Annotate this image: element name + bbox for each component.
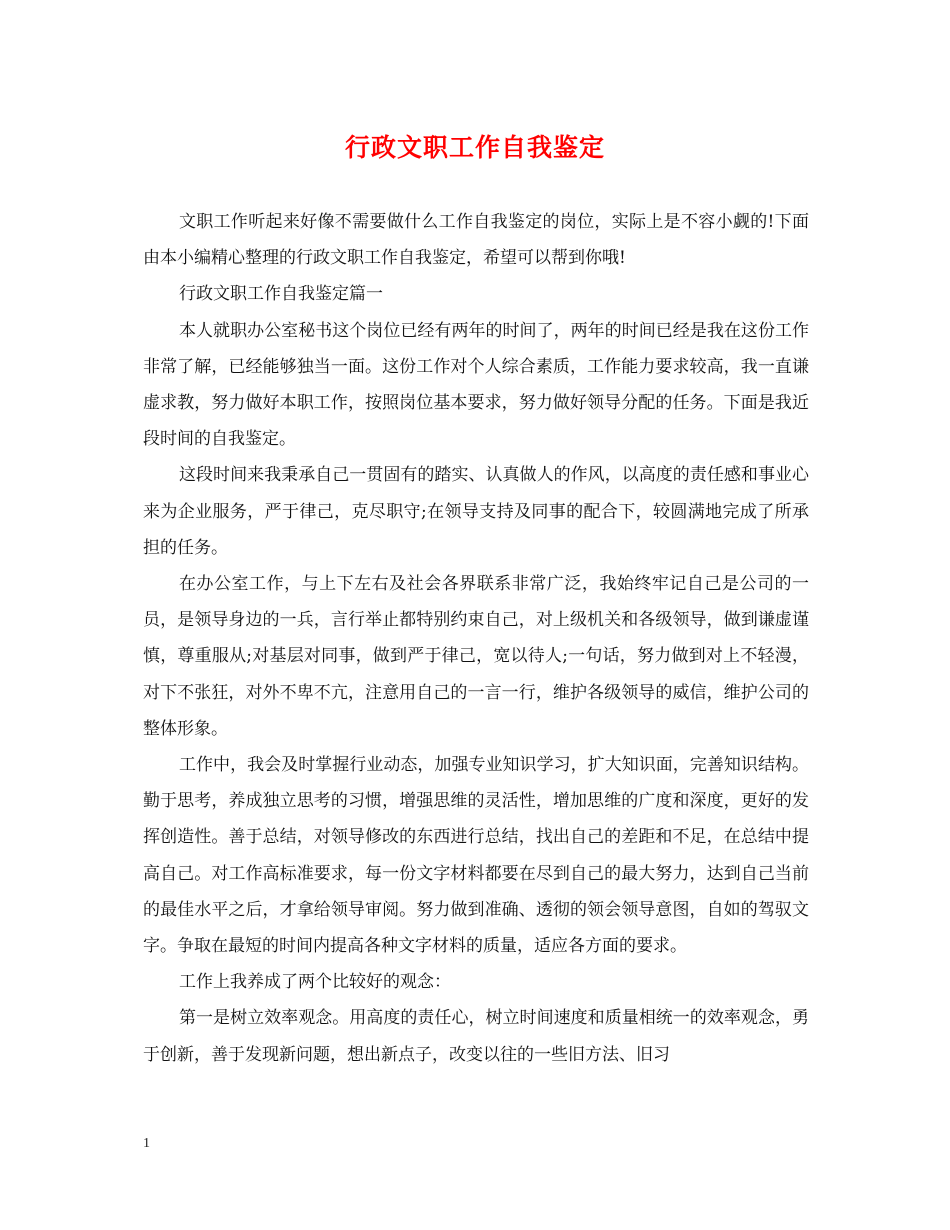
paragraph: 在办公室工作，与上下左右及社会各界联系非常广泛，我始终牢记自己是公司的一员，是领导身边的一兵，言行举止都特别约束自己，对上级机关和各级领导，做到谦虚谨慎，尊重服从;对基层对同事，做到严于律己，宽以待人;一句话，努力做到对上不轻漫，对下不张狂，对外不卑不亢，注意用自己的一言一行，维护各级领导的威信，维护公司的整体形象。 — [143, 574, 809, 739]
paragraph: 第一是树立效率观念。用高度的责任心，树立时间速度和质量相统一的效率观念，勇于创新，善于发现新问题，想出新点子，改变以往的一些旧方法、旧习 — [143, 1008, 809, 1065]
paragraph-intro: 文职工作听起来好像不需要做什么工作自我鉴定的岗位，实际上是不容小觑的!下面由本小编精心整理的行政文职工作自我鉴定，希望可以帮到你哦! — [143, 212, 809, 269]
page-number: 1 — [143, 1136, 150, 1151]
paragraph: 工作中，我会及时掌握行业动态，加强专业知识学习，扩大知识面，完善知识结构。勤于思考，养成独立思考的习惯，增强思维的灵活性，增加思维的广度和深度，更好的发挥创造性。善于总结，对领导修改的东西进行总结，找出自己的差距和不足，在总结中提高自己。对工作高标准要求，每一份文字材料都要在尽到自己的最大努力，达到自己当前的最佳水平之后，才拿给领导审阅。努力做到准确、透彻的领会领导意图，自如的驾驭文字。争取在最短的时间内提高各种文字材料的质量，适应各方面的要求。 — [143, 755, 809, 957]
paragraph: 这段时间来我秉承自己一贯固有的踏实、认真做人的作风，以高度的责任感和事业心来为企业服务，严于律己，克尽职守;在领导支持及同事的配合下，较圆满地完成了所承担的任务。 — [143, 465, 809, 558]
paragraph: 本人就职办公室秘书这个岗位已经有两年的时间了，两年的时间已经是我在这份工作非常了解，已经能够独当一面。这份工作对个人综合素质，工作能力要求较高，我一直谦虚求教，努力做好本职工作，按照岗位基本要求，努力做好领导分配的任务。下面是我近段时间的自我鉴定。 — [143, 320, 809, 450]
section-heading: 行政文职工作自我鉴定篇一 — [179, 284, 383, 305]
document-body — [143, 204, 809, 1073]
paragraph: 工作上我养成了两个比较好的观念： — [179, 972, 451, 993]
document-title: 行政文职工作自我鉴定 — [344, 133, 605, 162]
